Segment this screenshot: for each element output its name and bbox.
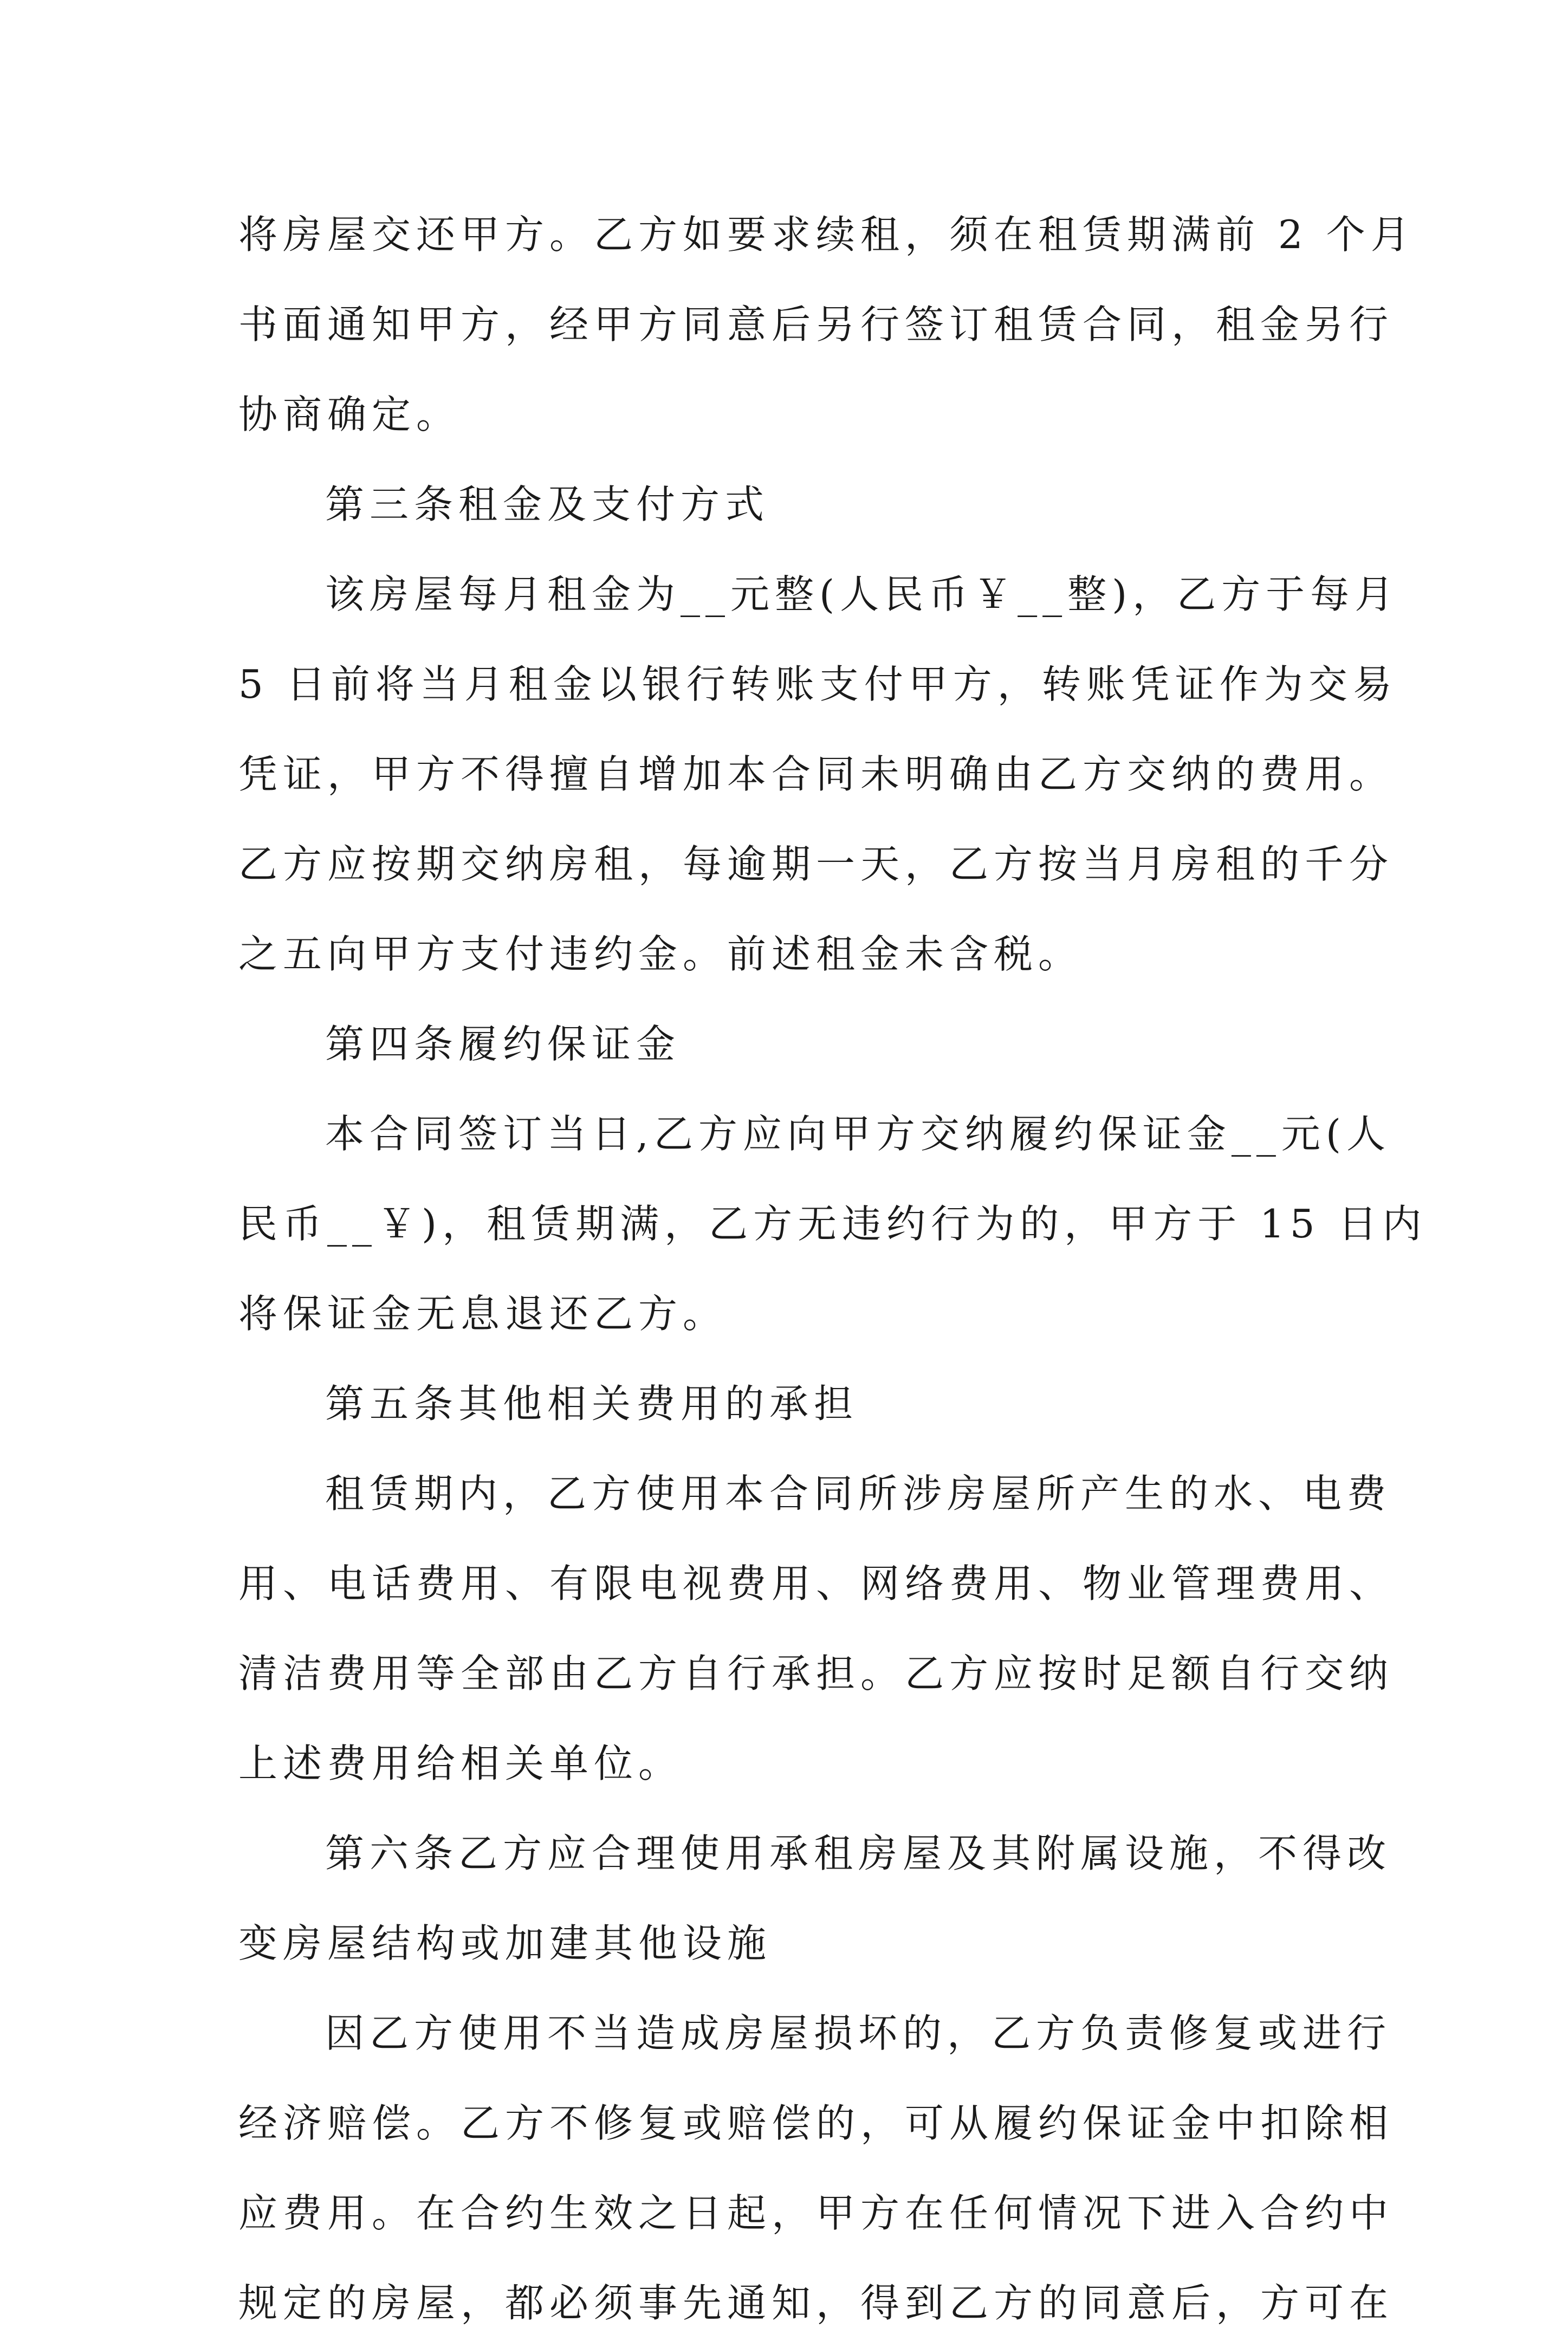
text-line: 民币__￥)，租赁期满，乙方无违约行为的，甲方于 15 日内 [238,1201,1427,1247]
text-line: 乙方应按期交纳房租，每逾期一天，乙方按当月房租的千分 [238,841,1394,887]
text-line: 5 日前将当月租金以银行转账支付甲方，转账凭证作为交易 [238,661,1397,707]
article-heading-5: 第五条其他相关费用的承担 [325,1381,859,1426]
text-line: 变房屋结构或加建其他设施 [238,1921,772,1966]
text-line: 应费用。在合约生效之日起，甲方在任何情况下进入合约中 [238,2190,1394,2236]
article-heading-4: 第四条履约保证金 [325,1021,681,1067]
text-line: 规定的房屋，都必须事先通知，得到乙方的同意后，方可在 [238,2280,1394,2326]
text-line: 书面通知甲方，经甲方同意后另行签订租赁合同，租金另行 [238,302,1394,347]
text-line: 经济赔偿。乙方不修复或赔偿的，可从履约保证金中扣除相 [238,2100,1394,2146]
article-heading-3: 第三条租金及支付方式 [325,482,770,527]
text-line: 本合同签订当日,乙方应向甲方交纳履约保证金__元(人 [325,1111,1391,1157]
text-line: 清洁费用等全部由乙方自行承担。乙方应按时足额自行交纳 [238,1651,1394,1696]
article-heading-6: 第六条乙方应合理使用承租房屋及其附属设施，不得改 [325,1831,1392,1876]
text-line: 上述费用给相关单位。 [238,1741,683,1786]
text-line: 之五向甲方支付违约金。前述租金未含税。 [238,931,1083,977]
text-line: 租赁期内，乙方使用本合同所涉房屋所产生的水、电费 [325,1471,1392,1516]
text-line: 该房屋每月租金为__元整(人民币￥__整)，乙方于每月 [325,572,1399,617]
text-line: 将房屋交还甲方。乙方如要求续租，须在租赁期满前 2 个月 [238,212,1415,257]
text-line: 因乙方使用不当造成房屋损坏的，乙方负责修复或进行 [325,2010,1392,2056]
document-body [238,190,1427,2348]
text-line: 协商确定。 [238,392,461,437]
text-line: 将保证金无息退还乙方。 [238,1291,728,1337]
text-line: 用、电话费用、有限电视费用、网络费用、物业管理费用、 [238,1561,1394,1606]
text-line: 凭证，甲方不得擅自增加本合同未明确由乙方交纳的费用。 [238,751,1394,797]
